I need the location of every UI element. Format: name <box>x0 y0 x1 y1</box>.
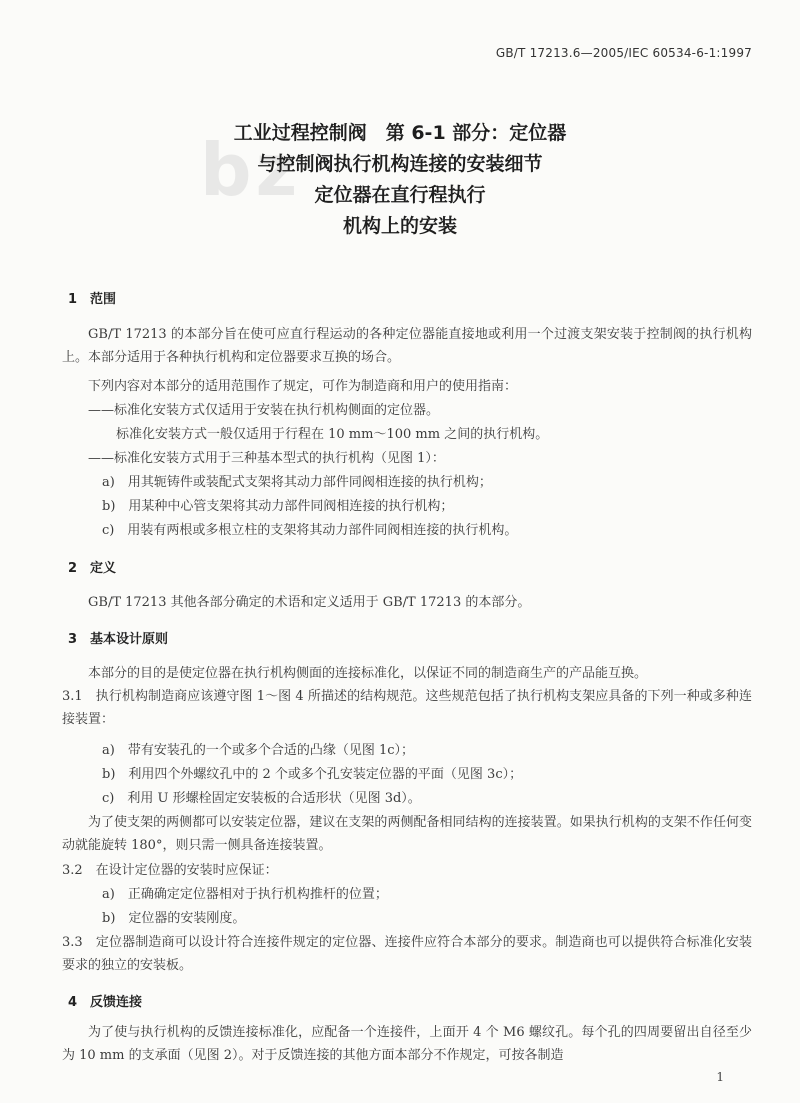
section-1-dash-1b: 标准化安装方式一般仅适用于行程在 10 mm～100 mm 之间的执行机构。 <box>116 427 549 442</box>
section-1-dash-2: ——标准化安装方式用于三种基本型式的执行机构（见图 1）： <box>88 451 445 466</box>
list-item: b) 定位器的安装刚度。 <box>102 911 246 926</box>
section-3-paragraph: 本部分的目的是使定位器在执行机构侧面的连接标准化，以保证不同的制造商生产的产品能互换。 <box>88 666 648 681</box>
clause-3-1: 3.1 执行机构制造商应该遵守图 1～图 4 所描述的结构规范。这些规范包括了执行机构支架应具备的下列一种或多种连接装置： <box>62 689 752 727</box>
title-line-4: 机构上的安装 <box>342 215 457 237</box>
section-title: 反馈连接 <box>90 995 143 1010</box>
standard-code-header: GB/T 17213.6—2005/IEC 60534-6-1:1997 <box>495 46 752 60</box>
section-number: 3 <box>68 632 78 647</box>
list-item: b) 用某种中心管支架将其动力部件同阀相连接的执行机构； <box>102 499 454 514</box>
title-line-1: 工业过程控制阀 第 6-1 部分：定位器 <box>233 122 567 144</box>
clause-3-1-note: 为了使支架的两侧都可以安装定位器，建议在支架的两侧配备相同结构的连接装置。如果执行机构的支架不作任何变动就能旋转 180°，则只需一侧具备连接装置。 <box>62 815 752 853</box>
section-2-paragraph: GB/T 17213 其他各部分确定的术语和定义适用于 GB/T 17213 的本部分。 <box>88 595 531 610</box>
section-3-heading <box>68 628 168 647</box>
section-number: 2 <box>68 561 78 576</box>
section-1-heading <box>68 288 116 307</box>
list-item: a) 正确确定定位器相对于执行机构推杆的位置； <box>102 887 388 902</box>
section-title: 范围 <box>90 292 117 307</box>
section-1-paragraph: GB/T 17213 的本部分旨在使可应直行程运动的各种定位器能直接地或利用一个过渡支架安装于控制阀的执行机构上。本部分适用于各种执行机构和定位器要求互换的场合。 <box>62 327 752 365</box>
section-number: 1 <box>68 292 78 307</box>
document-title <box>0 118 800 242</box>
watermark: bz <box>200 128 302 212</box>
section-4-heading <box>68 991 142 1010</box>
page-number: 1 <box>716 1070 724 1084</box>
clause-3-2: 3.2 在设计定位器的安装时应保证： <box>62 863 278 878</box>
section-1-dash-1: ——标准化安装方式仅适用于安装在执行机构侧面的定位器。 <box>88 403 440 418</box>
title-line-3: 定位器在直行程执行 <box>314 184 486 206</box>
list-item: a) 用其轭铸件或装配式支架将其动力部件同阀相连接的执行机构； <box>102 475 492 490</box>
section-2-heading <box>68 557 116 576</box>
clause-3-3: 3.3 定位器制造商可以设计符合连接件规定的定位器、连接件应符合本部分的要求。制造商也可以提供符合标准化安装要求的独立的安装板。 <box>62 935 752 973</box>
title-line-2: 与控制阀执行机构连接的安装细节 <box>257 153 543 175</box>
list-item: c) 用装有两根或多根立柱的支架将其动力部件同阀相连接的执行机构。 <box>102 523 518 538</box>
section-4-paragraph: 为了使与执行机构的反馈连接标准化，应配备一个连接件，上面开 4 个 M6 螺纹孔。每个孔的四周要留出自径至少为 10 mm 的支承面（见图 2）。对于反馈连接的其他方面本部分不作规定，可按各制造 <box>62 1025 752 1063</box>
section-1-guide: 下列内容对本部分的适用范围作了规定，可作为制造商和用户的使用指南： <box>88 379 518 394</box>
section-title: 定义 <box>90 561 117 576</box>
list-item: c) 利用 U 形螺栓固定安装板的合适形状（见图 3d）。 <box>102 791 421 806</box>
list-item: a) 带有安装孔的一个或多个合适的凸缘（见图 1c）； <box>102 743 415 758</box>
section-number: 4 <box>68 995 78 1010</box>
section-title: 基本设计原则 <box>90 632 169 647</box>
list-item: b) 利用四个外螺纹孔中的 2 个或多个孔安装定位器的平面（见图 3c）； <box>102 767 523 782</box>
